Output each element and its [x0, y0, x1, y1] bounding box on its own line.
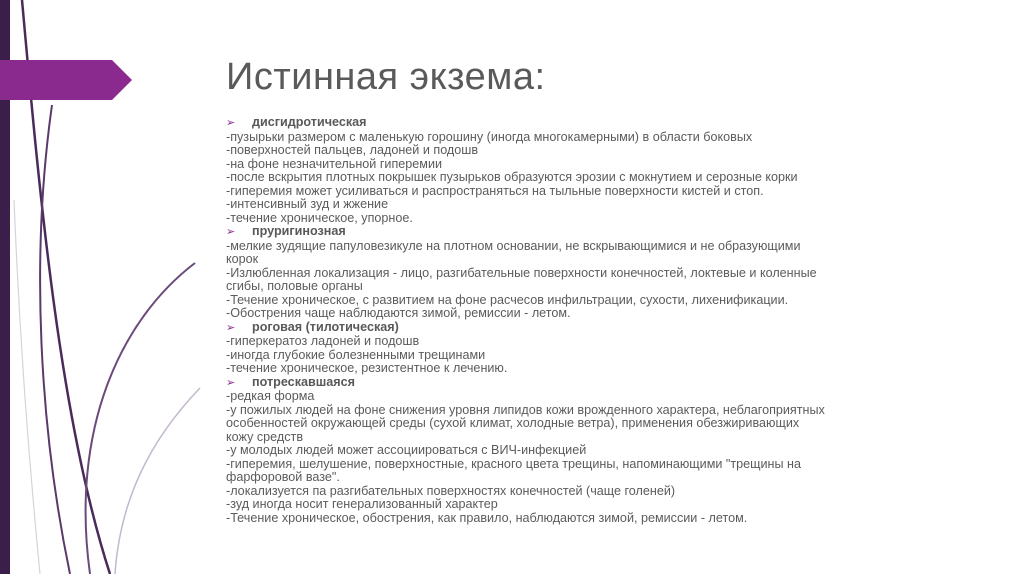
slide-title: Истинная экзема:: [226, 56, 546, 98]
text-line: -зуд иногда носит генерализованный характер: [226, 497, 498, 511]
section-heading: ➢ дисгидротическая: [226, 115, 367, 129]
section-heading: ➢ роговая (тилотическая): [226, 319, 399, 334]
text-line: -течение хроническое, резистентное к лечению.: [226, 361, 508, 375]
section-heading: ➢ потрескавшаяся: [226, 374, 355, 389]
section-heading: ➢ пруригинозная: [226, 224, 346, 238]
text-line: сгибы, половые органы: [226, 279, 363, 293]
text-line: -Течение хроническое, обострения, как правило, наблюдаются зимой, ремиссии - летом.: [226, 510, 748, 525]
accent-curve-5: [14, 200, 40, 574]
bullet-arrow-icon: ➢: [226, 226, 236, 238]
accent-curve-3: [86, 263, 195, 574]
bullet-arrow-icon: ➢: [226, 376, 236, 389]
text-line: -гиперкератоз ладоней и подошв: [226, 334, 420, 348]
text-line: -течение хроническое, упорное.: [226, 210, 413, 225]
bullet-arrow-icon: ➢: [226, 321, 236, 334]
text-line: -Течение хроническое, с развитием на фоне расчесов инфильтрации, сухости, лихенификации.: [226, 292, 789, 307]
text-line: -поверхностей пальцев, ладоней и подошв: [226, 143, 479, 157]
text-line: -локализуется па разгибательных поверхностях конечностей (чаще голеней): [226, 483, 676, 498]
text-line: фарфоровой вазе".: [226, 470, 340, 484]
text-line: -у пожилых людей на фоне снижения уровня липидов кожи врожденного характера, неблагоприятных: [226, 402, 825, 417]
title-arrow-shape: [0, 60, 132, 100]
bullet-arrow-icon: ➢: [226, 117, 236, 129]
accent-curve-2: [40, 105, 70, 574]
text-line: -редкая форма: [226, 389, 315, 403]
text-line: -Обострения чаще наблюдаются зимой, ремиссии - летом.: [226, 306, 571, 320]
text-line: -иногда глубокие болезненными трещинами: [226, 347, 486, 362]
text-line: -гиперемия, шелушение, поверхностные, красного цвета трещины, напоминающими "трещины на: [226, 456, 801, 471]
text-line: -пузырьки размером с маленькую горошину (иногда многокамерными) в области боковых: [226, 129, 753, 144]
text-line: -интенсивный зуд и жжение: [226, 197, 389, 211]
accent-curve-4: [115, 388, 200, 574]
text-line: кожу средств: [226, 429, 304, 444]
text-line: -после вскрытия плотных покрышек пузырьков образуются эрозии с мокнутием и серозные корки: [226, 170, 798, 184]
text-line: -гиперемия может усиливаться и распространяться на тыльные поверхности кистей и стоп.: [226, 183, 764, 198]
decorative-lines-graphic: [0, 0, 240, 574]
text-line: -мелкие зудящие папуловезикуле на плотном основании, не вскрывающимися и не образующими: [226, 238, 801, 253]
text-line: -у молодых людей может ассоциироваться с ВИЧ-инфекцией: [226, 443, 587, 457]
slide-body: [226, 116, 1006, 525]
text-line: -на фоне незначительной гиперемии: [226, 156, 443, 171]
text-line: особенностей окружающей среды (сухой климат, холодные ветра), применения обезжиривающих: [226, 416, 800, 430]
text-line: -Излюбленная локализация - лицо, разгибательные поверхности конечностей, локтевые и коленные: [226, 265, 817, 280]
text-line: корок: [226, 252, 259, 266]
